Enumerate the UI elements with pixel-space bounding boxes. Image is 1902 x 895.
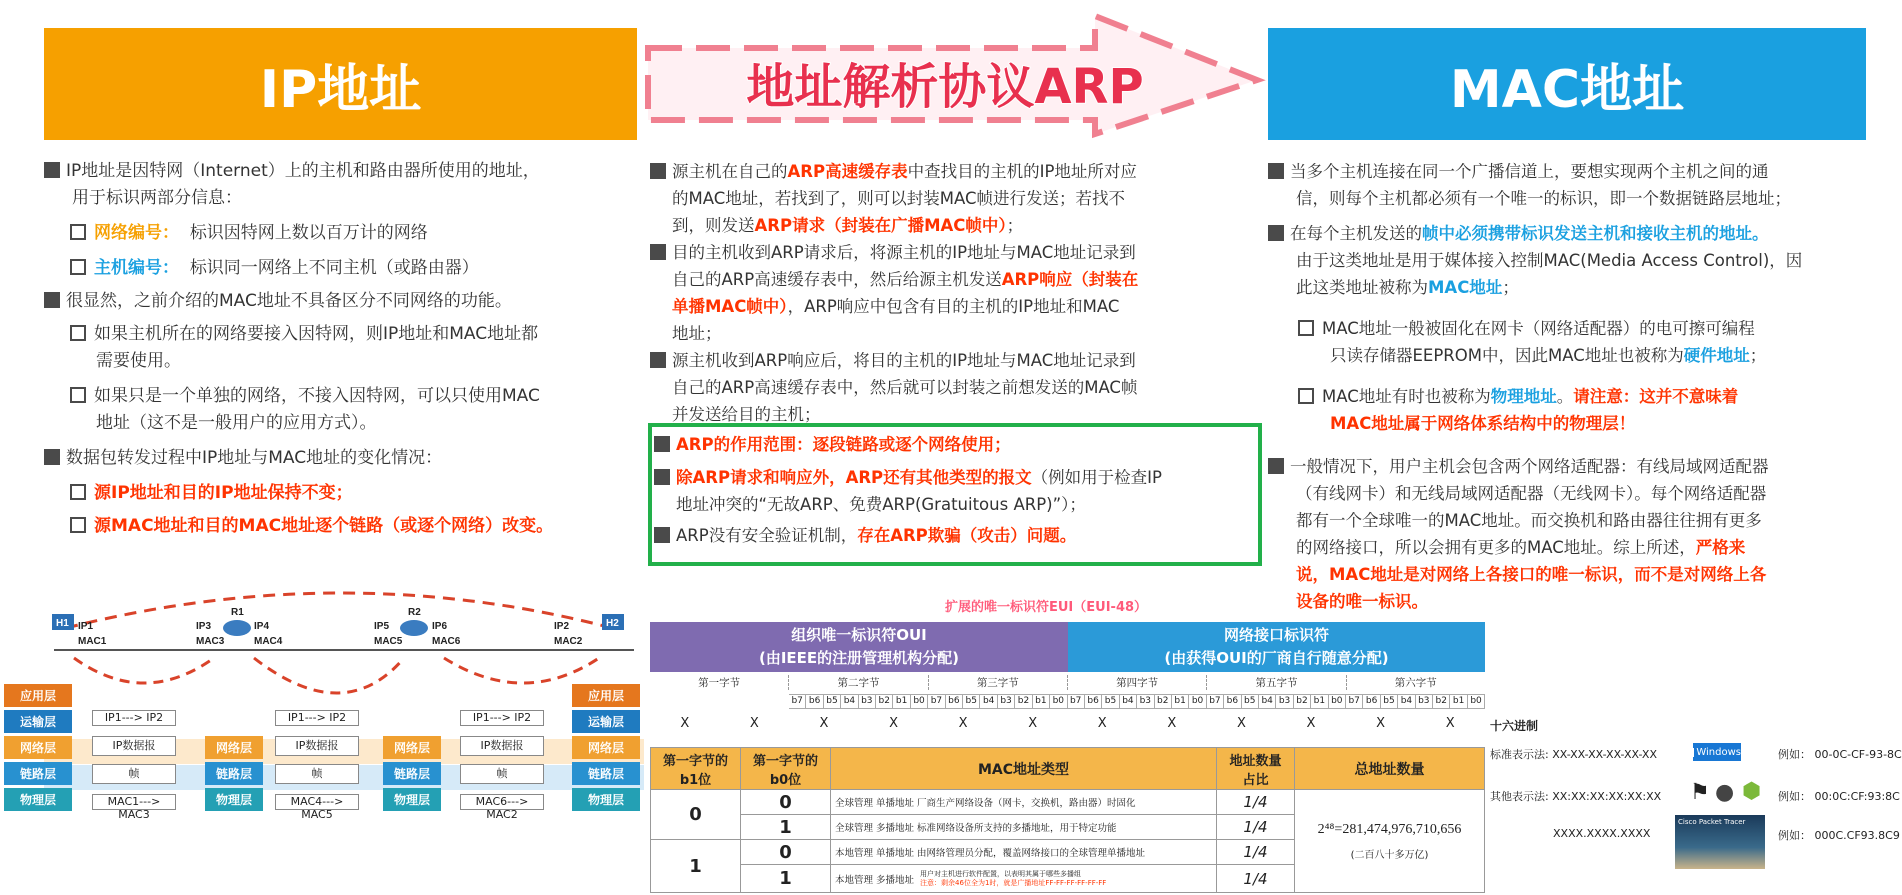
arp-text: 源主机在自己的	[672, 162, 788, 181]
windows-label: Windows	[1696, 746, 1741, 758]
nic-label: 网络接口标识符	[1223, 626, 1329, 644]
bullet-icon	[650, 163, 666, 179]
mac-label: MAC4	[254, 636, 283, 647]
hex-digit: X	[1167, 716, 1177, 731]
mac-changes-text: 源MAC地址和目的MAC地址逐个链路（或逐个网络）改变。	[94, 516, 554, 536]
bullet-icon	[44, 292, 60, 308]
android-icon: ⬢	[1742, 779, 1762, 804]
byte-label: 第一字节	[650, 675, 789, 690]
ip-text: IP地址是因特网（Internet）上的主机和路由器所使用的地址，	[66, 161, 540, 181]
layer-physical: 物理层	[205, 788, 263, 811]
cisco-thumbnail	[1675, 815, 1765, 869]
ratio-value: 1/4	[1217, 865, 1295, 893]
bit-label: b5	[1102, 694, 1119, 709]
checkbox-icon	[70, 259, 86, 275]
router-r2-icon	[400, 620, 428, 636]
b0-value: 1	[741, 815, 831, 840]
arp-text: 地址冲突的“无故ARP、免费ARP(Gratuitous ARP)”）；	[676, 495, 1086, 514]
r2-label: R2	[408, 607, 421, 618]
hex-digit: X	[958, 716, 968, 731]
oui-sub-label: (由IEEE的注册管理机构分配)	[758, 649, 960, 667]
bit-label: b3	[998, 694, 1015, 709]
layer-stack-r2	[383, 736, 441, 811]
ip-text: 如果主机所在的网络要接入因特网，则IP地址和MAC地址都	[94, 324, 539, 344]
oui-box	[650, 622, 1068, 672]
bit-label: b5	[963, 694, 980, 709]
ip-packet: IP数据报	[460, 736, 544, 756]
mac-label: MAC3	[196, 636, 225, 647]
ratio-value: 1/4	[1217, 790, 1295, 815]
bit-label: b1	[1172, 694, 1189, 709]
ip-header-title: IP地址	[259, 59, 422, 120]
dot-format: XXXX.XXXX.XXXX	[1553, 827, 1651, 840]
frame: 帧	[275, 764, 359, 784]
checkbox-icon	[70, 517, 86, 533]
mac-label: MAC6	[432, 636, 461, 647]
standard-example: 例如： 00-0C-CF-93-8C	[1778, 748, 1902, 761]
ip-pair: IP1---> IP2	[460, 710, 544, 726]
mac-text: 。	[1556, 387, 1574, 406]
bit-label: b1	[893, 694, 910, 709]
arp-types-text: 除ARP请求和响应外，ARP还有其他类型的报文	[676, 468, 1032, 487]
layer-stack-r1	[205, 736, 263, 811]
standard-format: 标准表示法: XX-XX-XX-XX-XX-XX	[1490, 748, 1657, 761]
mac-text: 信，则每个主机都必须有一个唯一的标识，即一个数据链路层地址；	[1296, 189, 1791, 208]
arp-text: 自己的ARP高速缓存表中，然后就可以封装之前想发送的MAC帧	[672, 378, 1138, 397]
arp-column	[650, 158, 1260, 428]
arp-text: 自己的ARP高速缓存表中，然后给源主机发送	[672, 270, 1002, 289]
bit-label: b2	[1155, 694, 1172, 709]
mac-text: ；	[1749, 346, 1767, 365]
hex-digit: X	[1097, 716, 1107, 731]
arp-scope-text: ARP的作用范围：逐段链路或逐个网络使用；	[676, 435, 1011, 454]
segment-3	[460, 710, 544, 821]
bit-label: b3	[1276, 694, 1293, 709]
mac-text: 一般情况下，用户主机会包含两个网络适配器：有线局域网适配器	[1290, 457, 1769, 476]
bit-label: b7	[1207, 694, 1224, 709]
bit-label: b1	[1311, 694, 1328, 709]
type-text: 全球管理 多播地址 标准网络设备所支持的多播地址，用于特定功能	[831, 815, 1217, 840]
h2-label: H2	[606, 618, 619, 629]
bit-label: b5	[824, 694, 841, 709]
checkbox-icon	[70, 484, 86, 500]
bit-label: b5	[1381, 694, 1398, 709]
mac-pair: MAC4---> MAC5	[275, 794, 359, 810]
layer-link: 链路层	[572, 762, 640, 785]
mac-text: （有线网卡）和无线局域网适配器（无线网卡）。每个网络适配器	[1296, 484, 1767, 503]
bullet-icon	[654, 469, 670, 485]
byte-label: 第四字节	[1068, 675, 1207, 690]
arp-text: 到，则发送	[672, 216, 755, 235]
bit-label: b6	[1224, 694, 1241, 709]
col-type: MAC地址类型	[831, 748, 1217, 790]
bullet-icon	[1268, 458, 1284, 474]
total-cell	[1295, 790, 1485, 893]
mac-label: MAC2	[554, 636, 583, 647]
layer-network: 网络层	[572, 736, 640, 759]
frame: 帧	[460, 764, 544, 784]
bullet-icon	[44, 162, 60, 178]
apple-icon: ●	[1715, 780, 1735, 805]
arp-text: ；	[1006, 216, 1024, 235]
mac-header-title: MAC地址	[1449, 59, 1685, 120]
b0-value: 1	[741, 865, 831, 893]
mac-text: 由于这类地址是用于媒体接入控制MAC(Media Access Control)，因	[1296, 251, 1803, 270]
mac-text: ；	[1502, 278, 1519, 297]
ip-text: 用于标识两部分信息：	[72, 188, 242, 208]
mac-text: 的网络接口，所以会拥有更多的MAC地址。综上所述，	[1296, 538, 1696, 557]
mac-type-table	[650, 747, 1485, 893]
bit-label: b2	[1294, 694, 1311, 709]
linux-icon: ⚑	[1690, 780, 1710, 805]
multicast-note: 用户对主机进行软件配置，以表明其属于哪些多播组 注意：剩余46位全为1时，就是广播地址FF-FF-FF-FF-FF-FF	[920, 869, 1107, 887]
ip-label: IP1	[78, 621, 94, 632]
ip-label: IP5	[374, 621, 390, 632]
arp-response-highlight: 单播MAC帧中）	[672, 297, 788, 316]
col-ratio: 地址数量 占比	[1217, 748, 1295, 790]
dot-example: 例如： 000C.CF93.8C9	[1778, 829, 1900, 842]
arp-text: 目的主机收到ARP请求后，将源主机的IP地址与MAC地址记录到	[672, 243, 1136, 262]
ip-text: 地址（这不是一般用户的应用方式）。	[96, 413, 377, 433]
mac-pair: MAC1---> MAC3	[92, 794, 176, 810]
arp-response-highlight: ARP响应（封装在	[1001, 270, 1139, 289]
type-text: 本地管理 多播地址	[835, 874, 915, 886]
bit-label: b7	[928, 694, 945, 709]
layer-network: 网络层	[4, 736, 72, 759]
ip-label: IP4	[254, 621, 270, 632]
bullet-icon	[654, 436, 670, 452]
arp-spoofing-text: 存在ARP欺骗（攻击）问题。	[857, 526, 1077, 545]
ip-label: IP3	[196, 621, 212, 632]
ip-label: IP6	[432, 621, 448, 632]
checkbox-icon	[70, 224, 86, 240]
layer-link: 链路层	[383, 762, 441, 785]
ip-packet: IP数据报	[275, 736, 359, 756]
ip-packet: IP数据报	[92, 736, 176, 756]
ip-text: 数据包转发过程中IP地址与MAC地址的变化情况：	[66, 448, 443, 468]
checkbox-icon	[1298, 320, 1314, 336]
ip-text: 标识同一网络上不同主机（或路由器）	[189, 258, 479, 278]
mac-label: MAC1	[78, 636, 107, 647]
nic-box	[1068, 622, 1485, 672]
conclusion-highlight: 严格来	[1695, 538, 1746, 557]
layer-physical: 物理层	[383, 788, 441, 811]
bit-label: b0	[1468, 694, 1485, 709]
b0-value: 0	[741, 840, 831, 865]
layer-app: 应用层	[572, 684, 640, 707]
total-cn: (二百八十多万亿)	[1350, 849, 1429, 861]
arp-header-title: 地址解析协议ARP	[746, 59, 1144, 115]
arp-request-highlight: ARP请求（封装在广播MAC帧中）	[754, 216, 1007, 235]
hex-digit: X	[680, 716, 690, 731]
bit-label: b2	[1015, 694, 1032, 709]
layer-link: 链路层	[4, 762, 72, 785]
ip-label: IP2	[554, 621, 570, 632]
bit-label: b5	[1242, 694, 1259, 709]
mac-text: 此这类地址被称为	[1296, 278, 1428, 297]
layer-network: 网络层	[383, 736, 441, 759]
arp-text: （例如用于检查IP	[1031, 468, 1162, 487]
arp-notes-box	[648, 423, 1262, 566]
col-b0: 第一字节的 b0位	[741, 748, 831, 790]
bit-label: b4	[1259, 694, 1276, 709]
physical-address-highlight: 物理地址	[1490, 387, 1557, 406]
nic-sub-label: (由获得OUI的厂商自行随意分配)	[1164, 649, 1389, 667]
byte-label: 第二字节	[789, 675, 928, 690]
byte-label: 第五字节	[1207, 675, 1346, 690]
bit-label: b0	[1189, 694, 1206, 709]
layer-stack-h1	[4, 684, 72, 811]
segment-1	[92, 710, 176, 821]
mac-text: MAC地址有时也被称为	[1322, 387, 1491, 406]
arp-text: 地址；	[672, 324, 722, 343]
bit-label: b2	[876, 694, 893, 709]
hex-digit: X	[1445, 716, 1455, 731]
b0-value: 0	[741, 790, 831, 815]
byte-row	[650, 675, 1485, 690]
hardware-address-highlight: 硬件地址	[1683, 346, 1750, 365]
other-format: 其他表示法: XX:XX:XX:XX:XX:XX	[1490, 790, 1662, 803]
layer-physical: 物理层	[572, 788, 640, 811]
bullet-icon	[654, 527, 670, 543]
host-id-label: 主机编号：	[94, 258, 179, 278]
ip-pair: IP1---> IP2	[275, 710, 359, 726]
bit-label: b1	[1450, 694, 1467, 709]
ratio-value: 1/4	[1217, 815, 1295, 840]
arp-text: 源主机收到ARP响应后，将目的主机的IP地址与MAC地址记录到	[672, 351, 1136, 370]
checkbox-icon	[70, 325, 86, 341]
bit-label: b6	[1363, 694, 1380, 709]
bit-label: b3	[1416, 694, 1433, 709]
arp-text: ，ARP响应中包含有目的主机的IP地址和MAC	[787, 297, 1120, 316]
hex-digit: X	[749, 716, 759, 731]
r1-label: R1	[231, 607, 244, 618]
oui-label: 组织唯一标识符OUI	[791, 626, 927, 644]
bit-label: b7	[1346, 694, 1363, 709]
bullet-icon	[1268, 163, 1284, 179]
note-highlight: MAC地址属于网络体系结构中的物理层！	[1330, 414, 1636, 433]
total-value: 2⁴⁸=281,474,976,710,656	[1317, 821, 1462, 837]
bit-label: b6	[1085, 694, 1102, 709]
layer-transport: 运输层	[572, 710, 640, 733]
b1-value: 0	[651, 790, 741, 840]
bits-row	[789, 694, 1485, 709]
layer-app: 应用层	[4, 684, 72, 707]
layer-stack-h2	[572, 684, 640, 811]
bit-label: b7	[789, 694, 806, 709]
mac-label: MAC5	[374, 636, 403, 647]
hex-label: 十六进制	[1490, 719, 1539, 733]
eui-title: 扩展的唯一标识符EUI（EUI-48）	[945, 600, 1148, 615]
type-cell	[831, 865, 1217, 893]
layer-network: 网络层	[205, 736, 263, 759]
segment-2	[275, 710, 359, 821]
frame-address-highlight: 帧中必须携带标识发送主机和接收主机的地址。	[1422, 224, 1769, 243]
mac-column	[1268, 158, 1868, 615]
mac-address-highlight: MAC地址	[1428, 278, 1503, 297]
byte-label: 第六字节	[1394, 677, 1437, 689]
layer-link: 链路层	[205, 762, 263, 785]
hex-digit: X	[1376, 716, 1386, 731]
col-b1: 第一字节的 b1位	[651, 748, 741, 790]
bit-label: b7	[1068, 694, 1085, 709]
ip-text: 标识因特网上数以百万计的网络	[189, 223, 428, 243]
checkbox-icon	[70, 387, 86, 403]
hex-digit: X	[1028, 716, 1038, 731]
mac-text: 只读存储器EEPROM中，因此MAC地址也被称为	[1330, 346, 1684, 365]
hex-digit: X	[1236, 716, 1246, 731]
conclusion-highlight: 设备的唯一标识。	[1296, 592, 1428, 611]
bit-label: b4	[1398, 694, 1415, 709]
bit-label: b3	[1137, 694, 1154, 709]
ip-address-header	[44, 28, 637, 140]
bit-label: b0	[1050, 694, 1067, 709]
layer-physical: 物理层	[4, 788, 72, 811]
hex-digit: X	[1306, 716, 1316, 731]
mac-text: 都有一个全球唯一的MAC地址。而交换机和路由器往往拥有更多	[1296, 511, 1762, 530]
bullet-icon	[650, 244, 666, 260]
frame: 帧	[92, 764, 176, 784]
windows-badge	[1693, 743, 1741, 761]
bit-label: b4	[1120, 694, 1137, 709]
ip-pair: IP1---> IP2	[92, 710, 176, 726]
other-example: 例如： 00:0C:CF:93:8C	[1778, 790, 1900, 803]
type-text: 全球管理 单播地址 厂商生产网络设备（网卡，交换机，路由器）时固化	[831, 790, 1217, 815]
conclusion-highlight: 说，MAC地址是对网络上各接口的唯一标识，而不是对网络上各	[1296, 565, 1767, 584]
network-id-label: 网络编号：	[94, 223, 179, 243]
ip-unchanged-text: 源IP地址和目的IP地址保持不变；	[94, 483, 353, 503]
hex-digit: X	[819, 716, 829, 731]
type-text: 本地管理 单播地址 由网络管理员分配，覆盖网络接口的全球管理单播地址	[831, 840, 1217, 865]
hex-x-row	[650, 716, 1485, 731]
bit-label: b1	[1033, 694, 1050, 709]
col-total: 总地址数量	[1295, 748, 1485, 790]
ip-text: 如果只是一个单独的网络，不接入因特网，可以只使用MAC	[94, 386, 540, 406]
bit-label: b6	[806, 694, 823, 709]
ratio-value: 1/4	[1217, 840, 1295, 865]
mac-text: 在每个主机发送的	[1290, 224, 1422, 243]
bit-label: b4	[841, 694, 858, 709]
router-r1-icon	[223, 620, 251, 636]
bullet-icon	[1268, 225, 1284, 241]
arp-text: 中查找目的主机的IP地址所对应	[907, 162, 1137, 181]
b1-value: 1	[651, 840, 741, 893]
mac-text: MAC地址一般被固化在网卡（网络适配器）的电可擦可编程	[1322, 319, 1755, 338]
bit-label: b6	[946, 694, 963, 709]
bullet-icon	[650, 352, 666, 368]
checkbox-icon	[1298, 388, 1314, 404]
bit-label: b4	[980, 694, 997, 709]
bullet-icon	[44, 449, 60, 465]
ip-column	[44, 158, 644, 540]
arp-text: 并发送给目的主机；	[672, 405, 821, 424]
eui-header	[650, 622, 1485, 672]
arp-cache-highlight: ARP高速缓存表	[787, 162, 908, 181]
ip-text: 很显然，之前介绍的MAC地址不具备区分不同网络的功能。	[66, 291, 512, 311]
note-highlight: 请注意：这并不意味着	[1573, 387, 1739, 406]
bit-label: b2	[1433, 694, 1450, 709]
mac-pair: MAC6---> MAC2	[460, 794, 544, 810]
h1-label: H1	[56, 618, 69, 629]
cisco-caption: Cisco Packet Tracer	[1678, 818, 1746, 826]
bit-label: b0	[1329, 694, 1346, 709]
ip-text: 需要使用。	[96, 351, 181, 371]
arp-text: ARP没有安全验证机制，	[676, 526, 858, 545]
arp-text: 的MAC地址，若找到了，则可以封装MAC帧进行发送；若找不	[672, 189, 1126, 208]
hex-digit: X	[889, 716, 898, 731]
bit-label: b0	[911, 694, 928, 709]
mac-text: 当多个主机连接在同一个广播信道上，要想实现两个主机之间的通	[1290, 162, 1769, 181]
mac-address-header	[1268, 28, 1866, 140]
layer-transport: 运输层	[4, 710, 72, 733]
byte-label: 第三字节	[929, 675, 1068, 690]
bit-label: b3	[859, 694, 876, 709]
